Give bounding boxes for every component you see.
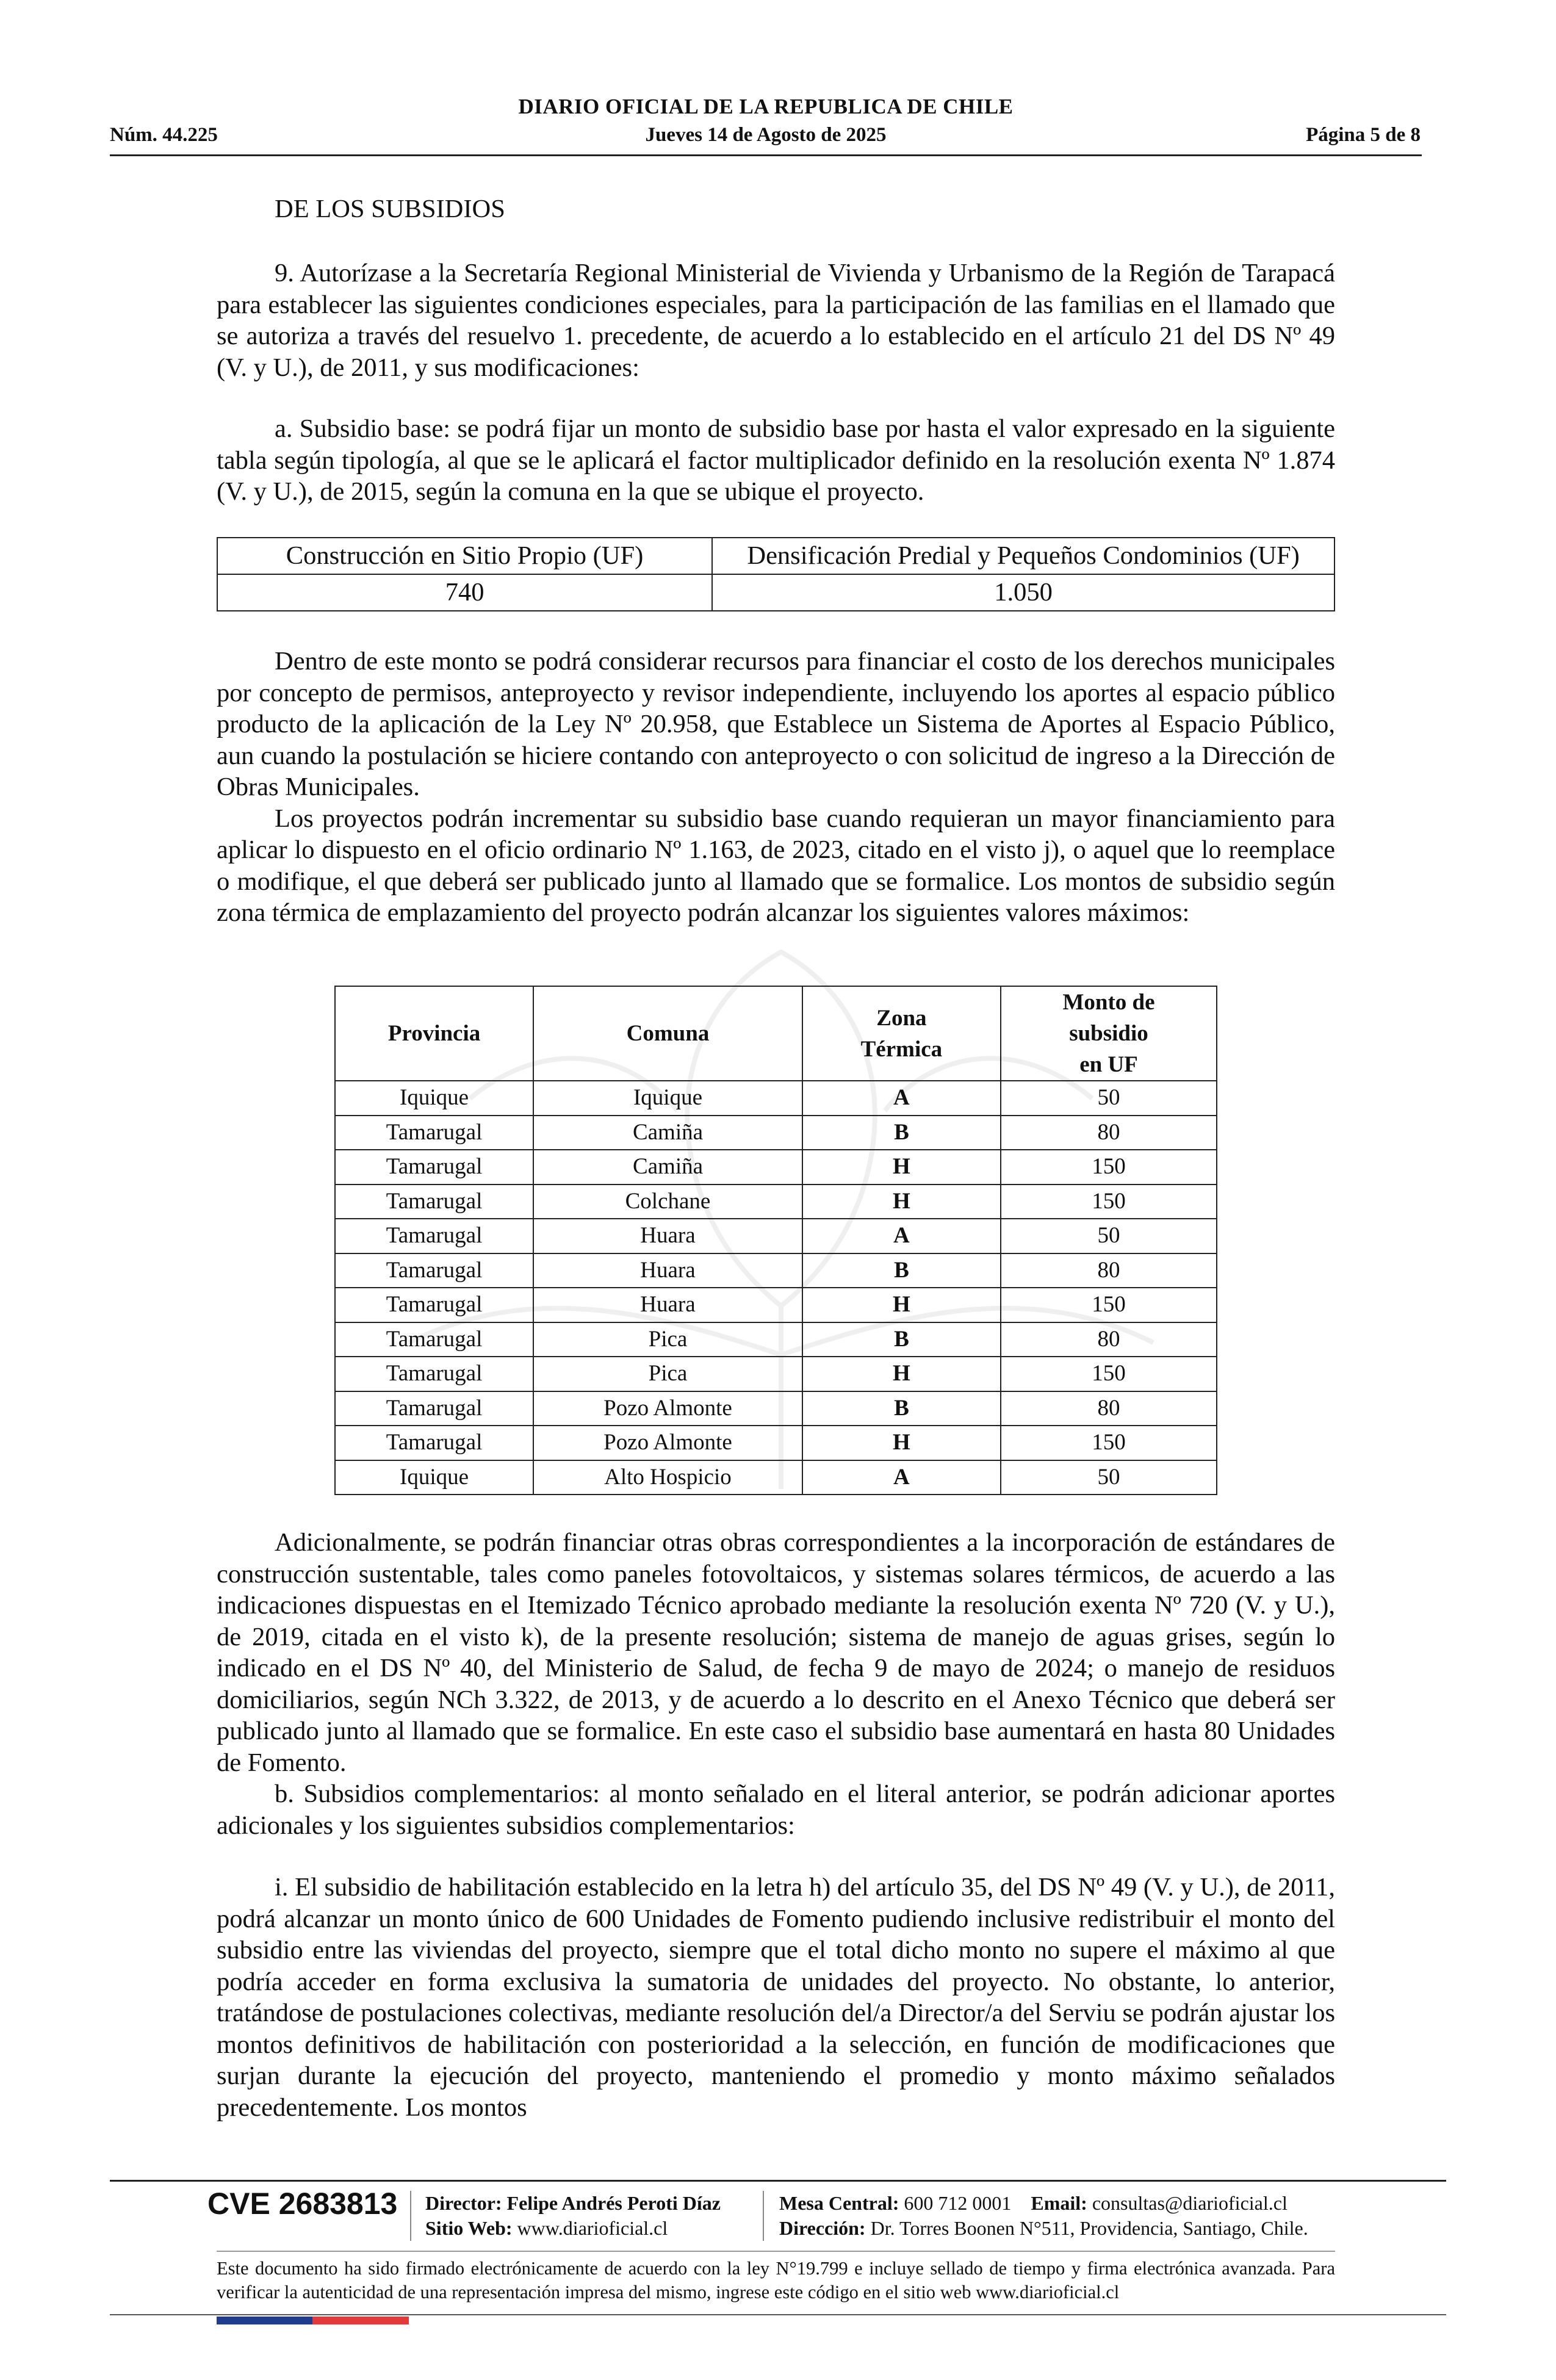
newspaper-title: DIARIO OFICIAL DE LA REPUBLICA DE CHILE [518,95,1014,118]
table-row [335,1116,1217,1150]
table-row [335,1150,1217,1185]
header-monto-line3: en UF [1079,1052,1138,1077]
provincia-cell: Tamarugal [335,1116,533,1150]
table-row [335,1253,1217,1288]
footer-divider-mid [217,2251,1335,2252]
header-comuna: Comuna [533,986,802,1081]
zona-cell: B [802,1391,1001,1426]
footer-separator [410,2191,411,2241]
provincia-cell: Tamarugal [335,1357,533,1391]
monto-cell: 80 [1001,1391,1217,1426]
provincia-cell: Iquique [335,1460,533,1495]
issue-date: Jueves 14 de Agosto de 2025 [645,124,887,146]
site-label: Sitio Web: [425,2217,513,2239]
site-link[interactable]: www.diarioficial.cl [517,2217,668,2239]
zona-cell: H [802,1288,1001,1322]
zona-cell: A [802,1219,1001,1253]
monto-cell: 80 [1001,1116,1217,1150]
thermal-zone-table [334,986,1217,1495]
header-zona-line1: Zona [876,1005,927,1031]
footer-divider-bottom [110,2314,1446,2315]
paragraph-9-block [217,258,1335,383]
base-subsidy-table [217,537,1335,611]
provincia-cell: Tamarugal [335,1185,533,1219]
table-row [335,1426,1217,1460]
zona-cell: H [802,1185,1001,1219]
provincia-cell: Tamarugal [335,1426,533,1460]
table-header-row [217,538,1334,574]
header-zona [802,986,1001,1081]
zona-cell: A [802,1460,1001,1495]
footer-contact-column [779,2191,1308,2241]
provincia-cell: Iquique [335,1081,533,1116]
comuna-cell: Pozo Almonte [533,1391,802,1426]
comuna-cell: Pica [533,1322,802,1357]
monto-cell: 150 [1001,1150,1217,1185]
paragraph-proyectos: Los proyectos podrán incrementar su subsidio base cuando requieran un mayor financiamiento para aplicar lo dispuesto en el oficio ordinario Nº 1.163, de 2023, citado en el visto j), o aquel que lo reemplace o modifique, el que deberá ser publicado junto al llamado que se formalice. Los montos de subsidio según zona térmica de emplazamiento del proyecto podrán alcanzar los siguientes valores máximos: [217,804,1335,927]
comuna-cell: Huara [533,1253,802,1288]
comuna-cell: Camiña [533,1116,802,1150]
paragraph-i-block [217,1872,1335,2123]
email-label: Email: [1031,2192,1087,2214]
header-zona-line2: Térmica [860,1036,943,1062]
table-header-cell: Construcción en Sitio Propio (UF) [217,538,712,574]
header-monto-line2: subsidio [1069,1021,1148,1046]
mesa-value: 600 712 0001 [904,2192,1012,2214]
footer-director-column [425,2191,721,2241]
monto-cell: 80 [1001,1253,1217,1288]
director-name: Felipe Andrés Peroti Díaz [506,2192,721,2214]
table-cell: 740 [217,574,712,611]
cve-code: CVE 2683813 [207,2187,398,2221]
table-row [335,1219,1217,1253]
table-row [335,1288,1217,1322]
header-provincia: Provincia [335,986,533,1081]
footer-separator [763,2191,764,2241]
zona-cell: H [802,1357,1001,1391]
header-monto-line1: Monto de [1062,990,1155,1015]
comuna-cell: Huara [533,1288,802,1322]
paragraph-b: b. Subsidios complementarios: al monto señalado en el literal anterior, se podrán adicionar aportes adicionales y los siguientes subsidios complementarios: [217,1780,1335,1840]
flag-bar-red [312,2317,409,2324]
paragraph-i: i. El subsidio de habilitación establecido en la letra h) del artículo 35, del DS Nº 49 (V. y U.), de 2011, podrá alcanzar un monto único de 600 Unidades de Fomento pudiendo inclusive redistribuir el monto del subsidio entre las viviendas del proyecto, siempre que el total dicho monto no supere el máximo al que podría acceder en forma exclusiva la sumatoria de unidades del proyecto. No obstante, lo anterior, tratándose de postulaciones colectivas, mediante resolución del/a Director/a del Serviu se podrán ajustar los montos definitivos de habilitación con posterioridad a la selección, en función de modificaciones que surjan durante la ejecución del proyecto, manteniendo el promedio y monto máximo señalados precedentemente. Los montos [217,1873,1335,2122]
provincia-cell: Tamarugal [335,1322,533,1357]
thermal-zone-table-body [335,1081,1217,1495]
page-indicator: Página 5 de 8 [1306,124,1421,146]
header-divider [110,154,1422,156]
provincia-cell: Tamarugal [335,1150,533,1185]
comuna-cell: Alto Hospicio [533,1460,802,1495]
zona-cell: A [802,1081,1001,1116]
paragraph-a: a. Subsidio base: se podrá fijar un monto de subsidio base por hasta el valor expresado en la siguiente tabla según tipología, al que se le aplicará el factor multiplicador definido en la resolución exenta Nº 1.874 (V. y U.), de 2015, según la comuna en la que se ubique el proyecto. [217,414,1335,506]
zona-cell: H [802,1426,1001,1460]
monto-cell: 80 [1001,1322,1217,1357]
table-header-cell: Densificación Predial y Pequeños Condominios (UF) [712,538,1334,574]
table-row [335,1391,1217,1426]
flag-bar-blue [217,2317,312,2324]
zona-cell: B [802,1253,1001,1288]
signature-note: Este documento ha sido firmado electrónicamente de acuerdo con la ley N°19.799 e incluye sellado de tiempo y firma electrónica avanzada. Para verificar la autenticidad de una representación impresa del mismo, ingrese este código en el sitio web www.diarioficial.cl [217,2258,1335,2302]
table-row [335,1460,1217,1495]
monto-cell: 150 [1001,1288,1217,1322]
provincia-cell: Tamarugal [335,1288,533,1322]
monto-cell: 150 [1001,1185,1217,1219]
zona-cell: B [802,1322,1001,1357]
table-row [335,1185,1217,1219]
table-cell: 1.050 [712,574,1334,611]
comuna-cell: Iquique [533,1081,802,1116]
comuna-cell: Camiña [533,1150,802,1185]
comuna-cell: Pica [533,1357,802,1391]
paragraph-dentro-block [217,646,1335,929]
comuna-cell: Colchane [533,1185,802,1219]
header-monto [1001,986,1217,1081]
provincia-cell: Tamarugal [335,1391,533,1426]
address-value: Dr. Torres Boonen N°511, Providencia, Santiago, Chile. [870,2217,1308,2239]
zona-cell: B [802,1116,1001,1150]
table-header-row [335,986,1217,1081]
paragraph-9: 9. Autorízase a la Secretaría Regional Ministerial de Vivienda y Urbanismo de la Región de Tarapacá para establecer las siguientes condiciones especiales, para la participación de las familias en el llamado que se autoriza a través del resuelvo 1. precedente, de acuerdo a lo establecido en el artículo 21 del DS Nº 49 (V. y U.), de 2011, y sus modificaciones: [217,259,1335,382]
table-row [335,1322,1217,1357]
monto-cell: 150 [1001,1426,1217,1460]
issue-number: Núm. 44.225 [110,124,218,146]
comuna-cell: Pozo Almonte [533,1426,802,1460]
monto-cell: 150 [1001,1357,1217,1391]
section-heading: DE LOS SUBSIDIOS [275,195,505,223]
provincia-cell: Tamarugal [335,1253,533,1288]
paragraph-dentro: Dentro de este monto se podrá considerar recursos para financiar el costo de los derechos municipales por concepto de permisos, anteproyecto y revisor independiente, incluyendo los aportes al espacio público producto de la aplicación de la Ley Nº 20.958, que Establece un Sistema de Aportes al Espacio Público, aun cuando la postulación se hiciere contando con anteproyecto o con solicitud de ingreso a la Dirección de Obras Municipales. [217,647,1335,801]
paragraph-a-block [217,413,1335,508]
director-label: Director: [425,2192,502,2214]
zona-cell: H [802,1150,1001,1185]
monto-cell: 50 [1001,1460,1217,1495]
monto-cell: 50 [1001,1081,1217,1116]
table-row [335,1357,1217,1391]
paragraph-adicional-block [217,1527,1335,1841]
comuna-cell: Huara [533,1219,802,1253]
table-row [217,574,1334,611]
table-row [335,1081,1217,1116]
address-label: Dirección: [779,2217,866,2239]
monto-cell: 50 [1001,1219,1217,1253]
mesa-label: Mesa Central: [779,2192,899,2214]
footer-divider-top [110,2180,1446,2182]
email-link[interactable]: consultas@diarioficial.cl [1092,2192,1288,2214]
paragraph-adicional: Adicionalmente, se podrán financiar otras obras correspondientes a la incorporación de estándares de construcción sustentable, tales como paneles fotovoltaicos, y sistemas solares térmicos, de acuerdo a las indicaciones dispuestas en el Itemizado Técnico aprobado mediante la resolución exenta Nº 720 (V. y U.), de 2019, citada en el visto k), de la presente resolución; sistema de manejo de aguas grises, según lo indicado en el DS Nº 40, del Ministerio de Salud, de fecha 9 de mayo de 2024; o manejo de residuos domiciliarios, según NCh 3.322, de 2013, y de acuerdo a lo descrito en el Anexo Técnico que deberá ser publicado junto al llamado que se formalice. En este caso el subsidio base aumentará en hasta 80 Unidades de Fomento. [217,1528,1335,1777]
provincia-cell: Tamarugal [335,1219,533,1253]
